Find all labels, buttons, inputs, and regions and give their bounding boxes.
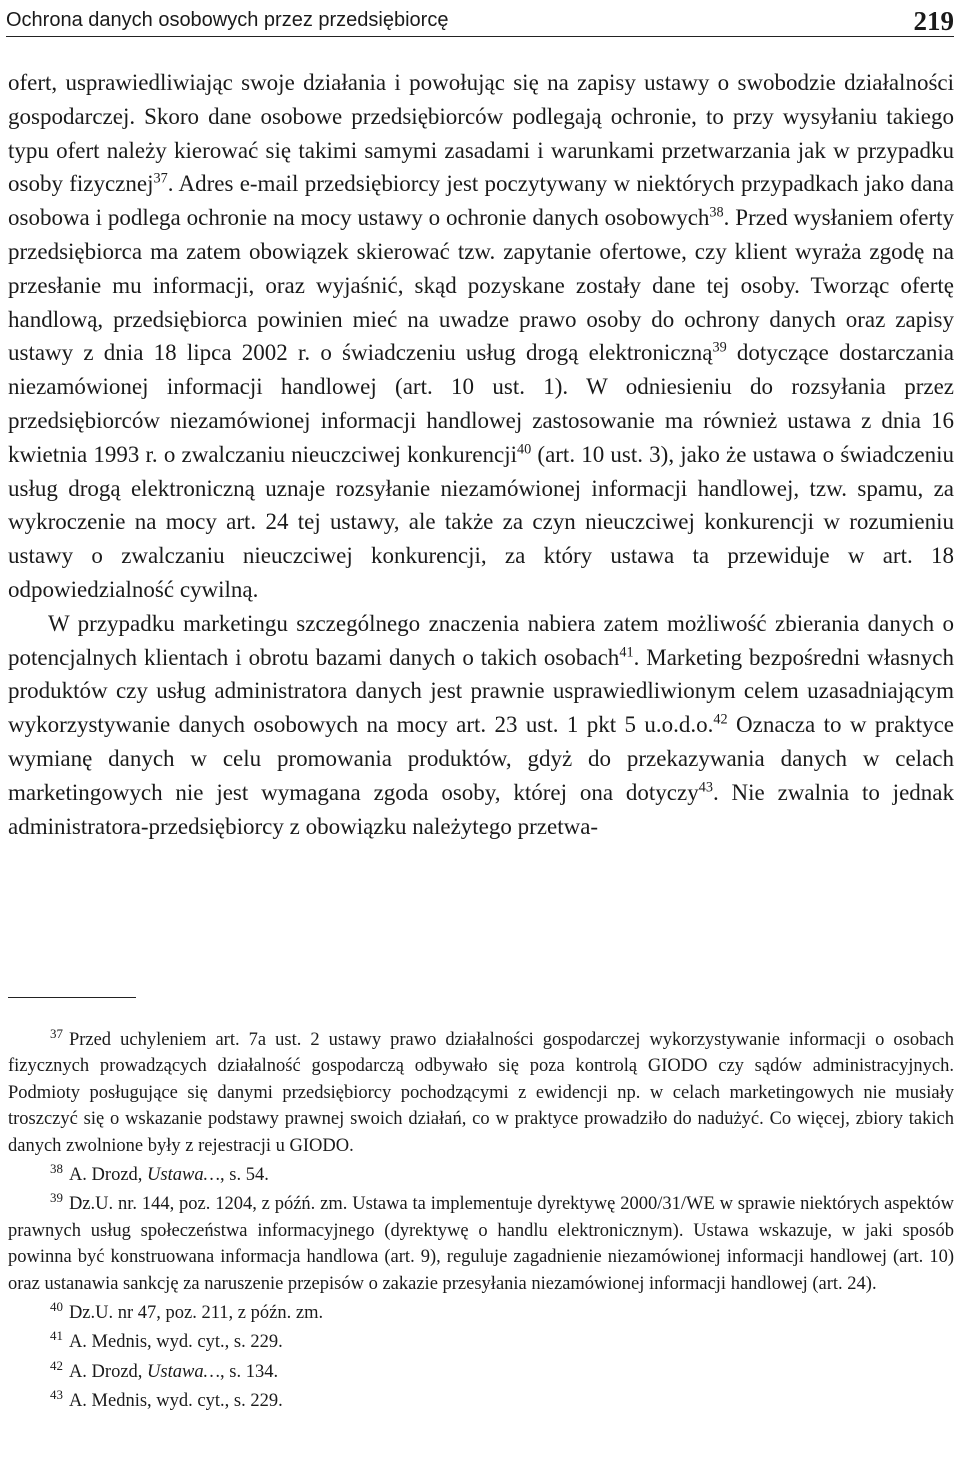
footnote-number: 38 bbox=[50, 1160, 63, 1176]
footnote-41 bbox=[8, 1329, 954, 1355]
footnote-italic-title: Ustawa… bbox=[147, 1361, 221, 1382]
text-run: . Przed wysłaniem oferty przedsiębiorca ma zatem obowiązek skierować tzw. zapytanie ofertowe, czy klient wyraża zgodę na przesłanie mu informacji, oraz wyjaśnić, skąd pozyskane zostały dane tej osoby. Tworząc ofertę handlową, przedsiębiorca powinien mieć na uwadze prawo osoby do ochrony danych oraz zapisy ustawy z dnia 18 lipca 2002 r. o świadczeniu usług drogą elektroniczną bbox=[8, 205, 954, 366]
footnote-text: , s. 134. bbox=[220, 1361, 279, 1382]
page-number: 219 bbox=[913, 6, 954, 36]
text-run: (art. 10 ust. 3), jako że ustawa o świadczeniu usług drogą elektroniczną uznaje rozsyłanie niezamówionej informacji handlowej, tzw. spamu, za wykroczenie na mocy art. 24 tej ustawy, ale także za czyn nieuczciwej konkurencji w rozumieniu ustawy o zwalczaniu nieuczciwej konkurencji, za który ustawa ta przewiduje w art. 18 odpowiedzialność cywilną. bbox=[8, 441, 954, 602]
footnote-39 bbox=[8, 1191, 954, 1297]
text-run: . Adres e-mail przedsiębiorcy jest poczytywany w niektórych przypadkach jako dana osobowa i podlega ochronie na mocy ustawy o ochronie danych osobowych bbox=[8, 171, 954, 231]
footnotes bbox=[8, 1027, 954, 1418]
footnote-number: 39 bbox=[50, 1190, 63, 1206]
footnote-text: , s. 54. bbox=[220, 1165, 269, 1186]
footnote-text: Dz.U. nr 47, poz. 211, z późn. zm. bbox=[68, 1303, 324, 1324]
footnote-italic-title: Ustawa… bbox=[147, 1165, 221, 1186]
footnote-text: A. Drozd, bbox=[68, 1165, 148, 1186]
text-run: ofert, usprawiedliwiając swoje działania i powołując się na zapisy ustawy o swobodzie działalności gospodarczej. Skoro dane osobowe przedsiębiorców podlegają ochronie, to przy wysyłaniu takiego typu ofert należy kierować się takimi samymi zasadami i warunkami przetwarzania jak w przypadku osoby fizycznej bbox=[8, 70, 954, 197]
footnote-number: 37 bbox=[50, 1025, 63, 1041]
footnote-text: Przed uchyleniem art. 7a ust. 2 ustawy prawo działalności gospodarczej wykorzystywanie informacji o osobach fizycznych prowadzących działalność gospodarczą odbywało się poza kontrolą GIODO czy sądów administracyjnych. Podmioty posługujące się danymi przedsiębiorcy pochodzącymi z ewidencji np. w celach marketingowych nie musiały troszczyć się o wskazanie podstawy prawnej swoich działań, co w praktyce prowadziło do nadużyć. Co więcej, zbiory takich danych zwolnione były z rejestracji u GIODO. bbox=[8, 1030, 954, 1156]
footnote-ref-43[interactable]: 43 bbox=[698, 779, 713, 796]
footnote-number: 41 bbox=[50, 1328, 63, 1344]
footnote-text: A. Drozd, bbox=[68, 1361, 148, 1382]
main-text bbox=[8, 66, 954, 843]
footnote-42 bbox=[8, 1359, 954, 1385]
footnote-ref-38[interactable]: 38 bbox=[709, 204, 724, 221]
footnote-ref-37[interactable]: 37 bbox=[153, 170, 168, 187]
footnote-ref-41[interactable]: 41 bbox=[619, 643, 634, 660]
text-run: Oznacza to w praktyce wymianę danych w celu promowania produktów, gdyż do przekazywania danych w celach marketingowych nie jest wymagana zgoda osoby, której ona dotyczy bbox=[8, 712, 955, 805]
footnote-38 bbox=[8, 1162, 954, 1188]
paragraph-2 bbox=[8, 607, 954, 844]
footnote-text: A. Mednis, wyd. cyt., s. 229. bbox=[68, 1332, 283, 1353]
footnote-text: Dz.U. nr. 144, poz. 1204, z późń. zm. Ustawa ta implementuje dyrektywę 2000/31/WE w sprawie niektórych aspektów prawnych usług społeczeństwa informacyjnego (dyrektywę o handlu elektronicznym). Ustawa wskazuje, w jaki sposób powinna być konstruowana informacja handlowa (art. 9), reguluje zagadnienie niezamówionej informacji handlowej (art. 10) oraz ustanawia sankcję za naruszenie przepisów o zakazie przesyłania niezamówionej informacji handlowej (art. 24). bbox=[8, 1194, 954, 1294]
footnote-37 bbox=[8, 1027, 954, 1159]
text-run: dotyczące dostarczania niezamówionej informacji handlowej (art. 10 ust. 1). W odniesieniu do rozsyłania przez przedsiębiorców niezamówionej informacji handlowej zastosowanie ma również ustawa z dnia 16 kwietnia 1993 r. o zwalczaniu nieuczciwej konkurencji bbox=[8, 340, 955, 467]
footnote-43 bbox=[8, 1388, 954, 1414]
footnote-40 bbox=[8, 1300, 954, 1326]
footnote-separator bbox=[8, 997, 136, 998]
running-title: Ochrona danych osobowych przez przedsiębiorcę bbox=[6, 9, 449, 31]
footnote-number: 40 bbox=[50, 1298, 63, 1314]
footnote-number: 43 bbox=[50, 1387, 63, 1403]
footnote-ref-42[interactable]: 42 bbox=[713, 711, 728, 728]
running-header bbox=[6, 2, 954, 37]
text-run: W przypadku marketingu szczególnego znaczenia nabiera zatem możliwość zbierania danych o potencjalnych klientach i obrotu bazami danych o takich osobach bbox=[8, 610, 954, 670]
footnote-ref-39[interactable]: 39 bbox=[712, 339, 727, 356]
footnote-number: 42 bbox=[50, 1357, 63, 1373]
text-run: . Nie zwalnia to jednak administratora-przedsiębiorcy z obowiązku należytego przetwa- bbox=[8, 779, 954, 839]
footnote-text: A. Mednis, wyd. cyt., s. 229. bbox=[68, 1391, 283, 1412]
paragraph-1 bbox=[8, 66, 954, 607]
text-run: . Marketing bezpośredni własnych produktów czy usług administratora danych jest prawnie usprawiedliwionym celem uzasadniającym wykorzystywanie danych osobowych na mocy art. 23 ust. 1 pkt 5 u.o.d.o. bbox=[8, 644, 954, 738]
footnote-ref-40[interactable]: 40 bbox=[516, 441, 532, 458]
